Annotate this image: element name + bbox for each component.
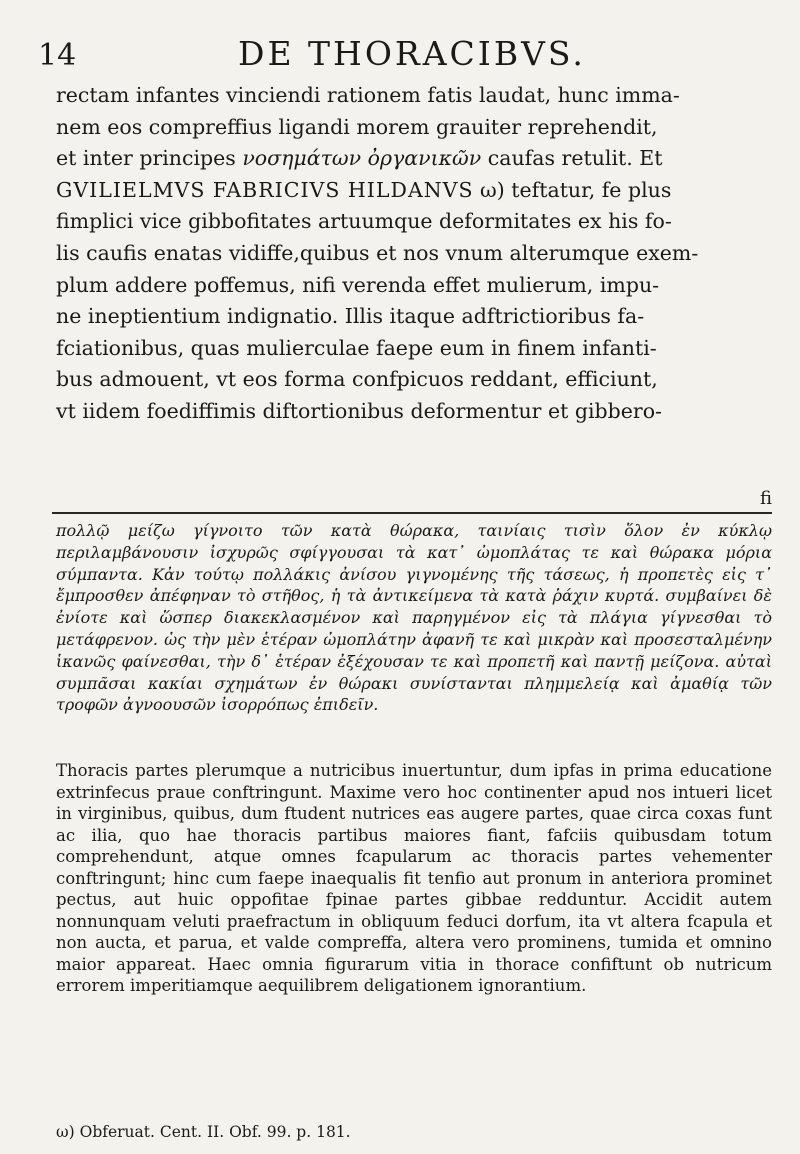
text-line: bus admouent, vt eos forma confpicuos reddant, efficiunt, — [56, 367, 658, 392]
text-line: lis caufis enatas vidiffe,quibus et nos vnum alterumque exem- — [56, 240, 699, 265]
text-fragment: et inter principes — [56, 146, 243, 171]
text-line: vt iidem foediffimis diftortionibus deformentur et gibbero- — [56, 398, 662, 423]
text-fragment: teftatur, fe plus — [504, 177, 672, 202]
text-line: plum addere poffemus, nifi verenda effet mulierum, impu- — [56, 272, 660, 297]
text-line: fimplici vice gibbofitates artuumque deformitates ex his fo- — [56, 209, 672, 234]
text-line — [56, 175, 772, 207]
text-line: fciationibus, quas mulierculae faepe eum in finem infanti- — [56, 335, 657, 360]
greek-phrase: νοσημάτων ὀργανικῶν — [242, 146, 482, 171]
catchword: fi — [759, 488, 772, 509]
page-number: 14 — [38, 38, 77, 73]
text-line — [56, 143, 772, 175]
footnote: ω) Obferuat. Cent. II. Obf. 99. p. 181. — [56, 1123, 351, 1141]
text-fragment: caufas retulit. Et — [481, 146, 663, 171]
text-line: nem eos compreffius ligandi morem grauiter reprehendit, — [56, 114, 658, 139]
greek-quotation: πολλῷ μείζω γίγνοιτο τῶν κατὰ θώρακα, ταινίαις τισὶν ὅλον ἐν κύκλῳ περιλαμβάνουσιν ἰσχυρῶς σφίγγουσαι τὰ κατ᾽ ὠμοπλάτας τε καὶ θώρακα μόρια σύμπαντα. Κἀν τούτῳ πολλάκις ἀνίσου γιγνομένης τῆς τάσεως, ἡ προπετὲς εἰς τ᾽ ἔμπροσθεν ἀπέφηναν τὸ στῆθος, ἡ τὰ ἀντικείμενα τὰ κατὰ ῥάχιν κυρτά. συμβαίνει δὲ ἐνίοτε καὶ ὥσπερ διακεκλασμένον καὶ παρηγμένον εἰς τὰ πλάγια γίγνεσθαι τὸ μετάφρενον. ὡς τὴν μὲν ἑτέραν ὠμοπλάτην ἀφανῆ τε καὶ μικρὰν καὶ προσεσταλμένην ἱκανῶς φαίνεσθαι, τὴν δ᾽ ἑτέραν ἐξέχουσαν τε καὶ προπετῆ καὶ παντῇ μείζονα. αὐταὶ συμπᾶσαι κακίαι σχημάτων ἐν θώρακι συνίστανται πλημμελείᾳ καὶ ἀμαθίᾳ τῶν τροφῶν ἀγνοουσῶν ἰσορρόπως ἐπιδεῖν. — [56, 521, 772, 715]
latin-translation: Thoracis partes plerumque a nutricibus inuertuntur, dum ipfas in prima educatione extrinfecus praue conftringunt. Maxime vero hoc continenter apud nos intueri licet in virginibus, quibus, dum ftudent nutrices eas augere partes, quae circa coxas funt ac ilia, quo hae thoracis partibus maiores fiant, fafciis quibusdam totum comprehendunt, atque omnes fcapularum ac thoracis partes vehementer conftringunt; hinc cum faepe inaequalis fit tenfio aut pronum in anteriora prominet pectus, aut huic oppofitae fpinae partes gibbae redduntur. Accidit autem nonnunquam veluti praefractum in obliquum feduci dorfum, ita vt altera fcapula et non aucta, et parua, et valde compreffa, altera vero prominens, tumida et omnino maior appareat. Haec omnia figurarum vitia in thorace confiftunt ob nutricum errorem imperitiamque aequilibrem deligationem ignorantium. — [56, 761, 772, 995]
main-latin-text — [56, 80, 772, 428]
text-line: rectam infantes vinciendi rationem fatis laudat, hunc imma- — [56, 83, 680, 107]
author-name: GVILIELMVS FABRICIVS HILDANVS — [56, 177, 474, 202]
text-line: ne ineptientium indignatio. Illis itaque adftrictioribus fa- — [56, 304, 645, 329]
running-head: DE THORACIBVS. — [238, 34, 586, 73]
footnote-divider — [52, 512, 772, 514]
footnote-mark: ω) — [473, 177, 505, 202]
